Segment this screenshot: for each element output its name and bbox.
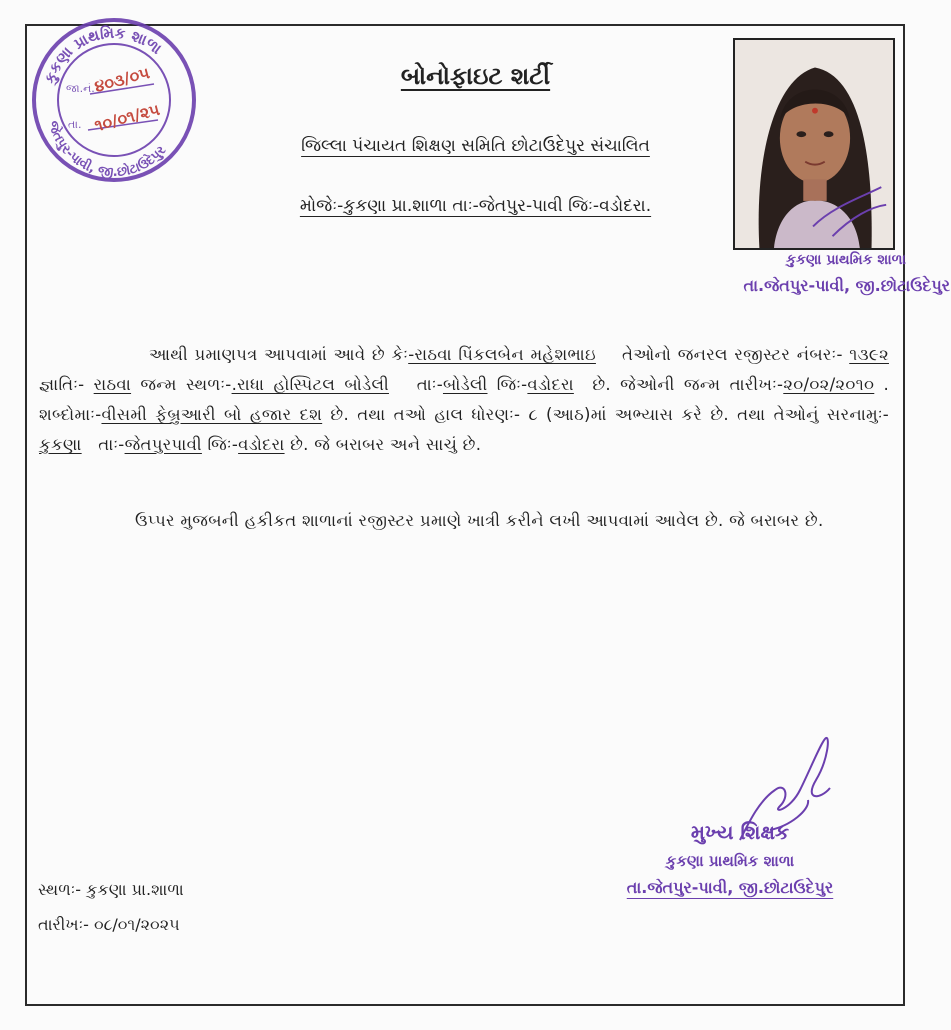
birthplace-label: જન્મ સ્થળઃ- [140, 375, 232, 394]
address-district: વડોદરા [238, 435, 285, 454]
principal-stamp [590, 820, 870, 898]
body-text: તેઓનો જનરલ રજીસ્ટર નંબરઃ- [621, 345, 843, 364]
svg-text:કુકણા પ્રાથમિક શાળા: કુકણા પ્રાથમિક શાળા [40, 23, 166, 86]
words-label: . શબ્દોમાઃ- [39, 375, 890, 424]
date-of-birth: ૨૦/૦૨/૨૦૧૦ [783, 375, 875, 394]
svg-text:તા.: તા. [68, 118, 82, 131]
certificate-title: બોનોફાઇટ શર્ટી [400, 62, 551, 90]
district-label: જિઃ- [496, 375, 528, 394]
body-text: છે. જે બરાબર અને સાચું છે. [290, 435, 482, 454]
dob-in-words: વીસમી ફેબ્રુઆરી બો હજાર દશ [101, 405, 323, 424]
caste-label: જ્ઞાતિઃ- [39, 375, 85, 394]
student-name: -રાઠવા પિંકલબેન મહેશભાઇ [408, 345, 596, 364]
district-value: વડોદરા [527, 375, 574, 394]
caste-value: રાઠવા [93, 375, 132, 394]
address-taluka-label: તાઃ- [98, 435, 125, 454]
taluka-value: બોડેલી [442, 375, 488, 394]
principal-stamp-title: મુખ્ય શિક્ષક [690, 820, 790, 844]
certificate-body-paragraph-1 [39, 340, 889, 460]
body-text: છે. જેઓની જન્મ તારીખઃ- [592, 375, 784, 394]
body-text: આથી પ્રમાણપત્ર આપવામાં આવે છે કેઃ [149, 345, 409, 364]
birthplace-value: .રાધા હોસ્પિટલ બોડેલી [231, 375, 389, 394]
principal-stamp-address: તા.જેતપુર-પાવી, જી.છોટાઉદેપુર [626, 878, 834, 897]
place-line: સ્થળઃ- કુકણા પ્રા.શાળા [38, 880, 184, 899]
photo-stamp-line-1: કુકણા પ્રાથમિક શાળા [786, 252, 906, 268]
address-taluka: જેતપુરપાવી [124, 435, 202, 454]
seal-number: ૪૦૩/૦૫ [92, 63, 152, 96]
student-photo [733, 38, 895, 250]
school-seal-stamp [28, 14, 200, 186]
photo-stamp-line-2: તા.જેતપુર-પાવી, જી.છોટાઉદેપુર [743, 276, 950, 295]
principal-stamp-school: કુકણા પ્રાથમિક શાળા [665, 852, 795, 870]
address-district-label: જિઃ- [207, 435, 239, 454]
certificate-subtitle-2: મોજેઃ-કુકણા પ્રા.શાળા તાઃ-જેતપુર-પાવી જિઃ-વડોદરા. [299, 196, 652, 216]
certificate-body-paragraph-2: ઉપ્પર મુજબની હકીકત શાળાનાં રજીસ્ટર પ્રમાણે ખાત્રી કરીને લખી આપવામાં આવેલ છે. જે બરાબર છે. [135, 511, 824, 530]
taluka-label: તાઃ- [416, 375, 443, 394]
photo-stamp [700, 252, 950, 296]
certificate-subtitle-1: જિલ્લા પંચાયત શિક્ષણ સમિતિ છોટાઉદેપુર સંચાલિત [301, 136, 650, 156]
address-village: કુકણા [39, 435, 82, 454]
svg-text:જા.નં.: જા.નં. [66, 82, 95, 95]
date-line: તારીખઃ- ૦૮/૦૧/૨૦૨૫ [38, 915, 180, 934]
seal-date: ૧૦/૦૧/૨૫ [92, 99, 162, 136]
body-text: છે. તથા તઓ હાલ ધોરણઃ- ૮ (આઠ)માં અભ્યાસ કરે છે. તથા તેઓનું સરનામુઃ- [330, 405, 889, 424]
register-number: ૧૩૯૨ [849, 345, 889, 364]
svg-text:જેતપુર-પાવી, જી.છોટાઉદેપુર: જેતપુર-પાવી, જી.છોટાઉદેપુર [45, 119, 170, 181]
